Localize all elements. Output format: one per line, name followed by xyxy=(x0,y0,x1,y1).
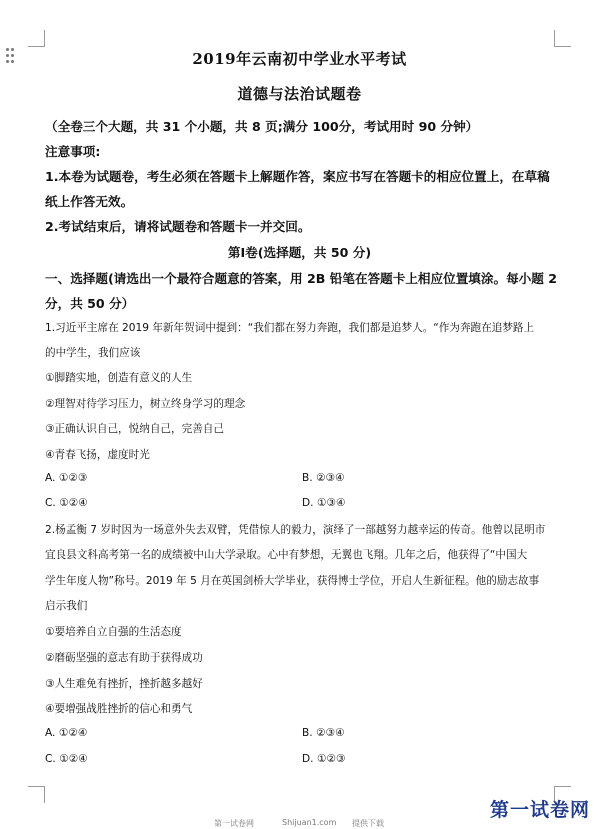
page-corner-mark xyxy=(28,786,45,803)
question-statement: ①脚踏实地，创造有意义的人生 xyxy=(45,372,193,384)
note-item: 纸上作答无效。 xyxy=(45,194,134,209)
answer-option: C. ①②④ xyxy=(45,497,88,509)
section-instruction: 一、选择题(请选出一个最符合题意的答案，用 2B 铅笔在答题卡上相应位置填涂。每小题 2 xyxy=(45,271,558,286)
question-text: 学生年度人物”称号。2019 年 5 月在英国剑桥大学毕业，获得博士学位，开启人生新征程。他的励志故事 xyxy=(45,575,540,587)
page-corner-mark xyxy=(554,30,571,47)
answer-option: C. ①②④ xyxy=(45,753,88,765)
answer-option: B. ②③④ xyxy=(302,727,345,739)
answer-option: D. ①③④ xyxy=(302,497,346,509)
exam-info: （全卷三个大题，共 31 个小题，共 8 页;满分 100分，考试用时 90 分钟） xyxy=(45,119,479,134)
note-item: 2.考试结束后，请将试题卷和答题卡一并交回。 xyxy=(45,219,311,234)
question-statement: ②磨砺坚强的意志有助于获得成功 xyxy=(45,652,203,664)
notes-heading: 注意事项: xyxy=(45,144,101,159)
question-statement: ③正确认识自己，悦纳自己，完善自己 xyxy=(45,423,224,435)
part-heading: 第Ⅰ卷(选择题，共 50 分) xyxy=(227,245,372,260)
footer-left-text: 第一试卷网 xyxy=(214,819,254,828)
answer-option: B. ②③④ xyxy=(302,472,345,484)
question-statement: ①要培养自立自强的生活态度 xyxy=(45,626,182,638)
question-text: 2.杨孟衡 7 岁时因为一场意外失去双臂，凭借惊人的毅力，演绎了一部越努力越幸运的传奇。他曾以昆明市 xyxy=(45,524,546,536)
question-text: 1.习近平主席在 2019 年新年贺词中提到：“我们都在努力奔跑，我们都是追梦人。“作为奔跑在追梦路上 xyxy=(45,322,535,334)
question-statement: ④要增强战胜挫折的信心和勇气 xyxy=(45,703,193,715)
exam-subtitle: 道德与法治试题卷 xyxy=(237,85,362,103)
question-statement: ③人生难免有挫折，挫折越多越好 xyxy=(45,678,203,690)
answer-option: D. ①②③ xyxy=(302,753,346,765)
question-text: 启示我们 xyxy=(45,600,88,612)
note-item: 1.本卷为试题卷，考生必须在答题卡上解题作答，案应书写在答题卡的相应位置上，在草稿 xyxy=(45,169,550,184)
answer-option: A. ①②④ xyxy=(45,727,88,739)
exam-title: 2019年云南初中学业水平考试 xyxy=(192,50,407,68)
question-statement: ②理智对待学习压力，树立终身学习的理念 xyxy=(45,398,246,410)
question-text: 宜良县文科高考第一名的成绩被中山大学录取。心中有梦想，无翼也飞翔。几年之后，他获得了“中国大 xyxy=(45,549,528,561)
site-logo: 第一试卷网 xyxy=(490,799,591,821)
page-corner-mark xyxy=(28,30,45,47)
question-text: 的中学生，我们应该 xyxy=(45,347,141,359)
footer-right-text: 提供下载 xyxy=(352,819,384,828)
question-statement: ④青春飞扬，虚度时光 xyxy=(45,449,150,461)
footer-center-text[interactable]: Shijuan1.com xyxy=(282,818,337,827)
section-instruction: 分，共 50 分） xyxy=(45,296,135,311)
answer-option: A. ①②③ xyxy=(45,472,88,484)
